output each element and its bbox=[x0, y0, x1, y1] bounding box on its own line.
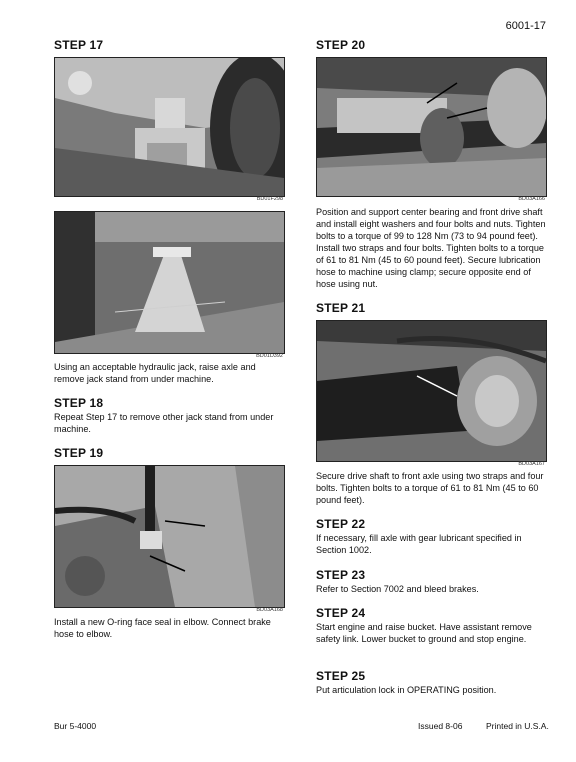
step-20-text: Position and support center bearing and front drive shaft and install eight washers and four bolts and nuts. Tighten bolts to a torque of 99 to 128 Nm (73 to 94 pound feet). Install two straps and four bolts. Tighten bolts to a torque of 61 to 81 Nm (45 to 60 pound feet). Secure lubrication hose to machine using clamp; secure opposite end of hose using nut. bbox=[316, 207, 546, 289]
step-17-title: STEP 17 bbox=[54, 38, 104, 52]
footer-printed: Printed in U.S.A. bbox=[486, 721, 549, 731]
step-24-text: Start engine and raise bucket. Have assistant remove safety link. Lower bucket to ground and stop engine. bbox=[316, 622, 532, 644]
step-25-title: STEP 25 bbox=[316, 669, 366, 683]
page-number: 6001-17 bbox=[505, 20, 546, 32]
step-22-text: If necessary, fill axle with gear lubricant specified in Section 1002. bbox=[316, 533, 522, 555]
figure-code: BD03A166 bbox=[518, 196, 545, 202]
step-23-text: Refer to Section 7002 and bleed brakes. bbox=[316, 584, 479, 594]
figure-code: BD01D392 bbox=[256, 353, 283, 359]
photo-hydraulic-jack bbox=[54, 57, 285, 197]
step-22-title: STEP 22 bbox=[316, 517, 366, 531]
step-24-title: STEP 24 bbox=[316, 606, 366, 620]
figure-code: BD03A168 bbox=[256, 607, 283, 613]
photo-brake-hose bbox=[54, 465, 285, 608]
step-23-title: STEP 23 bbox=[316, 568, 366, 582]
step-25-text: Put articulation lock in OPERATING position. bbox=[316, 685, 497, 695]
figure-code: BD03A167 bbox=[518, 461, 545, 467]
step-19-title: STEP 19 bbox=[54, 446, 104, 460]
footer-doc-id: Bur 5-4000 bbox=[54, 721, 97, 731]
figure-code: BD01F298 bbox=[256, 196, 283, 202]
step-19-text: Install a new O-ring face seal in elbow. Connect brake hose to elbow. bbox=[54, 617, 271, 639]
footer-issued: Issued 8-06 bbox=[418, 721, 463, 731]
photo-jack-stand bbox=[54, 211, 285, 354]
photo-drive-shaft bbox=[316, 320, 547, 462]
step-21-title: STEP 21 bbox=[316, 301, 366, 315]
step-17-text: Using an acceptable hydraulic jack, raise axle and remove jack stand from under machine. bbox=[54, 362, 256, 384]
step-18-text: Repeat Step 17 to remove other jack stand from under machine. bbox=[54, 412, 274, 434]
photo-center-bearing bbox=[316, 57, 547, 197]
step-18-title: STEP 18 bbox=[54, 396, 104, 410]
step-20-title: STEP 20 bbox=[316, 38, 366, 52]
step-21-text: Secure drive shaft to front axle using two straps and four bolts. Tighten bolts to a torque of 61 to 81 Nm (45 to 60 pound feet). bbox=[316, 471, 544, 505]
